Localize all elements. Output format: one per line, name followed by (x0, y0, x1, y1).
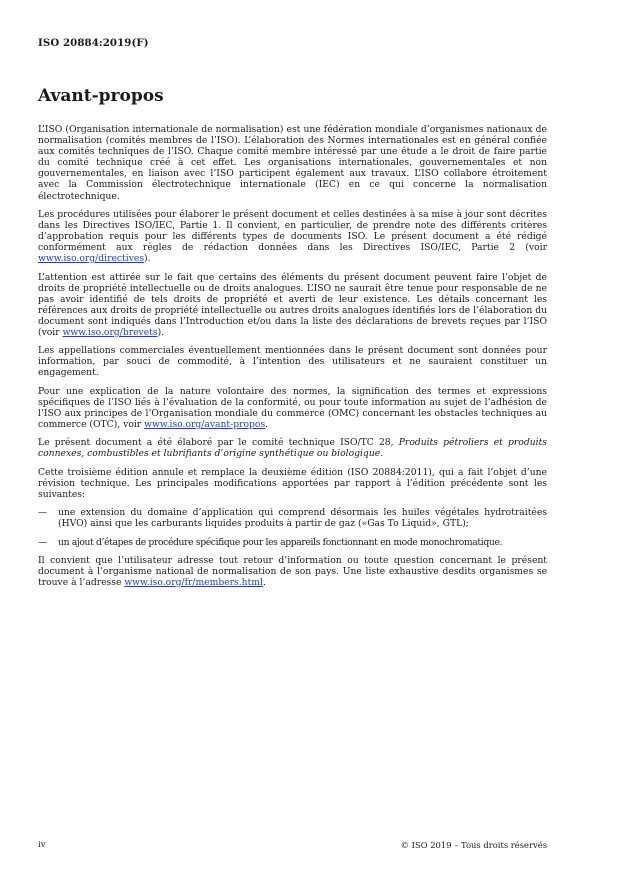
paragraph-procedures-end: ). (144, 253, 151, 265)
paragraph-edition: Cette troisième édition annule et remplace la deuxième édition (ISO 20884:2011), qui a fait l’objet d’une révision technique. Les principales modifications apportées par rapport à l’édition précédente sont les suivantes: (38, 466, 547, 500)
patents-link[interactable]: www.iso.org/brevets (62, 326, 158, 338)
paragraph-procedures (38, 209, 547, 264)
paragraph-patents-text: L’attention est attirée sur le fait que certains des éléments du présent document peuvent faire l’objet de droits de propriété intellectuelle ou de droits analogues. L’ISO ne saurait être tenue pour responsable de ne pas avoir identifié de tels droits de propriété et averti de leur existence. Les détails concernant les références aux droits de propriété intellectuelle ou autres droits analogues identifiés lors de l’élaboration du document sont indiqués dans l’Introduction et/ou dans la liste des déclarations de brevets reçues par l’ISO (voir (38, 271, 547, 338)
paragraph-patents (38, 272, 547, 339)
paragraph-trade-names: Les appellations commerciales éventuellement mentionnées dans le présent document sont données pour information, par souci de commodité, à l’intention des utilisateurs et ne sauraient constituer un engagement. (38, 345, 547, 379)
paragraph-voluntary-end: . (265, 419, 269, 430)
paragraph-committee (38, 437, 547, 459)
list-item (38, 537, 547, 548)
paragraph-committee-text: Le présent document a été élaboré par le comité technique ISO/TC 28, (38, 437, 399, 449)
page-title: Avant-propos (38, 86, 164, 106)
list-item-text: une extension du domaine d’application qui comprend désormais les huiles végétales hydrotraitées (HVO) ainsi que les carburants liquides produits à partir de gaz («Gas To Liquid», GTL); (58, 507, 547, 530)
foreword-link[interactable]: www.iso.org/avant-propos (144, 419, 266, 430)
paragraph-committee-end: . (380, 448, 384, 460)
foreword-body (38, 124, 547, 595)
document-id: ISO 20884:2019(F) (38, 37, 149, 49)
committee-title: Produits pétroliers et produits connexes, combustibles et lubrifiants d’origine synthétique ou biologique (38, 437, 547, 460)
copyright-notice: © ISO 2019 – Tous droits réservés (400, 840, 547, 850)
paragraph-patents-end: ). (157, 326, 165, 338)
paragraph-voluntary-nature (38, 386, 547, 430)
dash-marker: — (38, 507, 48, 519)
dash-marker: — (38, 536, 48, 548)
paragraph-feedback-end: . (262, 576, 266, 588)
paragraph-voluntary-text: Pour une explication de la nature volontaire des normes, la signification des termes et expressions spécifiques de l’ISO liés à l’évaluation de la conformité, ou pour toute information au sujet de l’adhésion de l’ISO aux principes de l’Organisation mondiale du commerce (OMC) concernant les obstacles techniques au commerce (OTC), voir (38, 385, 547, 430)
directives-link[interactable]: www.iso.org/directives (38, 253, 145, 265)
paragraph-procedures-text: Les procédures utilisées pour élaborer le présent document et celles destinées à sa mise à jour sont décrites dans les Directives ISO/IEC, Partie 1. Il convient, en particulier, de prendre note des différents critères d’approbation requis pour les différents types de documents ISO. Le présent document a été rédigé conformément aux règles de rédaction données dans les Directives ISO/IEC, Partie 2 (voir (38, 208, 547, 254)
page-number: iv (38, 840, 46, 850)
paragraph-feedback (38, 555, 547, 588)
paragraph-iso-intro: L’ISO (Organisation internationale de normalisation) est une fédération mondiale d’organismes nationaux de normalisation (comités membres de l’ISO). L’élaboration des Normes internationales est en général confiée aux comités techniques de l’ISO. Chaque comité membre intéressé par une étude a le droit de faire partie du comité technique créé à cet effet. Les organisations internationales, gouvernementales et non gouvernementales, en liaison avec l’ISO participent également aux travaux. L’ISO collabore étroitement avec la Commission électrotechnique internationale (IEC) en ce qui concerne la normalisation électrotechnique. (38, 124, 547, 202)
paragraph-feedback-text: Il convient que l’utilisateur adresse tout retour d’information ou toute question concernant le présent document à l’organisme national de normalisation de son pays. Une liste exhaustive desdits organismes se trouve à l’adresse (38, 554, 547, 588)
members-link[interactable]: www.iso.org/fr/members.html (124, 576, 263, 588)
list-item-text: un ajout d’étapes de procédure spécifique pour les appareils fonctionnant en mode monochromatique. (58, 536, 503, 548)
list-item (38, 507, 547, 529)
